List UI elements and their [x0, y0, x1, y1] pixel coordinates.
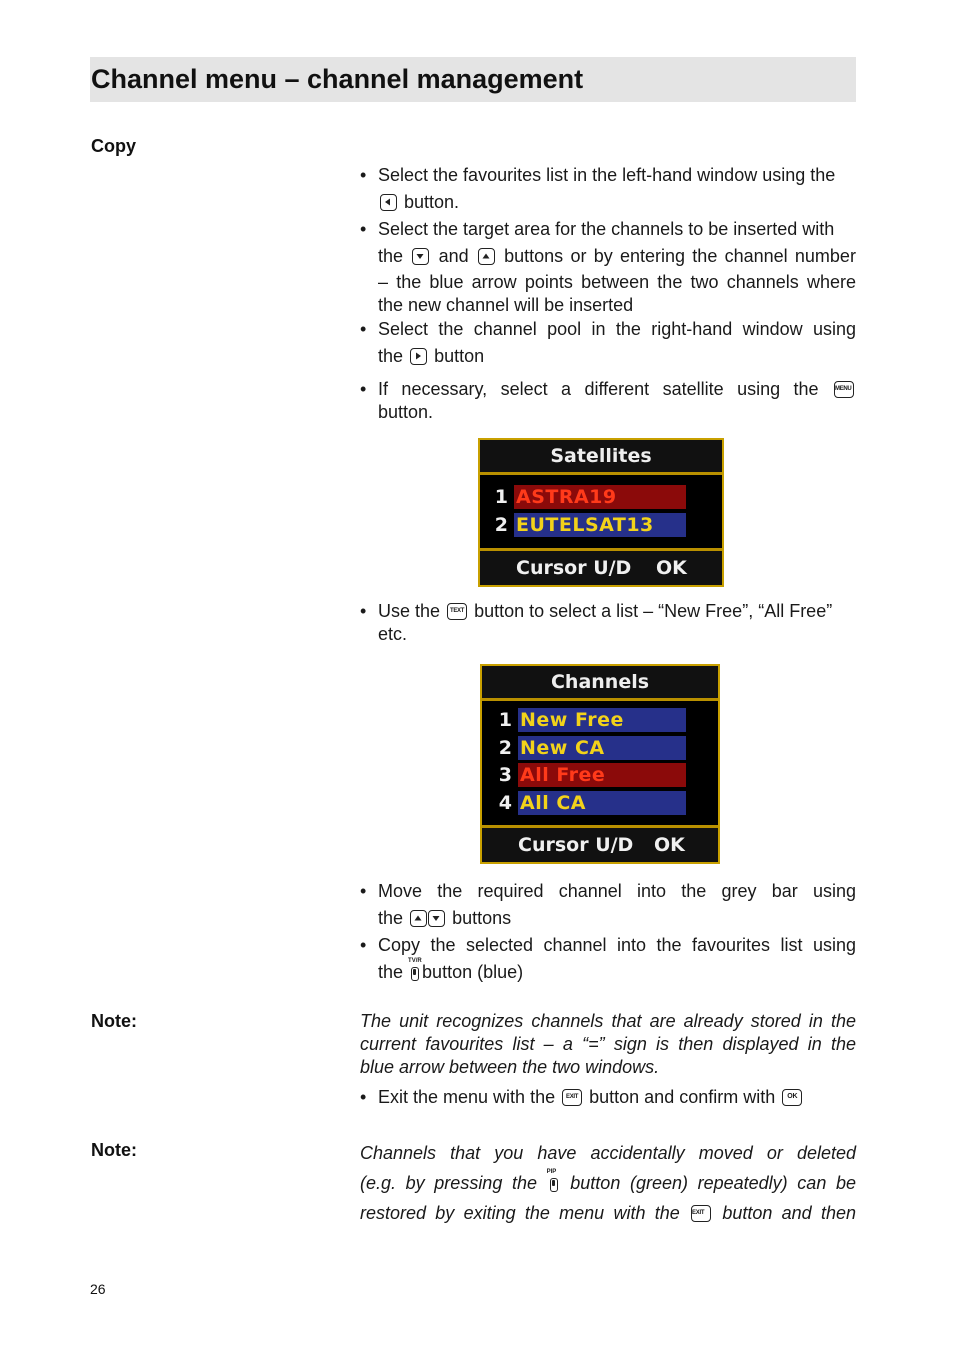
- bullet-text: and: [438, 246, 469, 266]
- bullet-dot: •: [360, 165, 367, 185]
- bullet-text: the new channel will be inserted: [378, 295, 634, 315]
- title-bar: [90, 57, 856, 102]
- bullet-dot: •: [360, 881, 367, 901]
- bullet-copy-channel: [360, 934, 856, 987]
- page-number: 26: [90, 1281, 106, 1297]
- bullet-text: – the blue arrow points between the two channels where: [378, 272, 856, 292]
- bullet-text: the: [378, 246, 404, 266]
- satellites-osd-title: Satellites: [480, 440, 722, 475]
- pip-button-icon: PIP: [549, 1171, 559, 1193]
- bullet-select-favourites: [360, 164, 856, 217]
- bullet-dot: •: [360, 219, 367, 239]
- down-arrow-button-icon: [428, 910, 445, 927]
- bullet-select-target: [360, 218, 856, 317]
- bullet-text: button to select a list – “New Free”, “All Free”: [474, 601, 833, 621]
- text-button-icon: TEXT: [447, 603, 467, 620]
- bullet-text: the: [378, 346, 404, 366]
- bullet-text: Exit the menu with the: [378, 1087, 556, 1107]
- bullet-select-pool: [360, 318, 856, 371]
- note-label: Note:: [91, 1011, 137, 1031]
- ok-button-icon: OK: [782, 1089, 802, 1106]
- note-text-restore-channels: Channels that you have accidentally moved or deleted (e.g. by pressing the PIP button (green) repeatedly) can be restored by exiting the menu with the EXIT button and then: [360, 1143, 856, 1223]
- channels-osd-title: Channels: [482, 666, 718, 701]
- bullet-text: Select the channel pool in the right-hand window using: [378, 319, 856, 339]
- bullet-text: button.: [404, 192, 460, 212]
- bullet-dot: •: [360, 319, 367, 339]
- bullet-text: etc.: [378, 624, 408, 644]
- exit-button-icon: EXIT: [562, 1089, 582, 1106]
- bullet-text: button and confirm with: [589, 1087, 776, 1107]
- bullet-text: the: [378, 908, 404, 928]
- note-text-existing-channels: The unit recognizes channels that are already stored in the current favourites list – a “=” sign is then displayed in the blue arrow between the two windows.: [360, 1011, 856, 1077]
- page-title: Channel menu – channel management: [91, 64, 584, 94]
- bullet-dot: •: [360, 601, 367, 621]
- bullet-text: Use the: [378, 601, 441, 621]
- tv-radio-button-icon: TV/R: [410, 960, 420, 982]
- down-arrow-button-icon: [412, 248, 429, 265]
- bullet-select-list: [360, 600, 856, 646]
- left-arrow-button-icon: [380, 194, 397, 211]
- bullet-exit-menu: [360, 1086, 856, 1109]
- bullet-dot: •: [360, 1087, 367, 1107]
- bullet-text: Copy the selected channel into the favourites list using: [378, 935, 856, 955]
- bullet-text: button (blue): [422, 962, 524, 982]
- satellites-osd-footer: Cursor U/D OK: [480, 548, 722, 585]
- up-arrow-button-icon: [478, 248, 495, 265]
- note-label: Note:: [91, 1140, 137, 1160]
- channels-osd-footer: Cursor U/D OK: [482, 825, 718, 862]
- exit-button-icon: EXIT: [691, 1205, 711, 1222]
- bullet-text: Select the favourites list in the left-hand window using the: [378, 165, 836, 185]
- up-arrow-button-icon: [410, 910, 427, 927]
- section-label-copy: Copy: [91, 136, 136, 156]
- channels-osd: Channels 1 New Free 2 New CA 3 All Free 4 All CA Cursor U/D OK: [480, 664, 720, 864]
- bullet-move-channel: [360, 880, 856, 933]
- right-arrow-button-icon: [410, 348, 427, 365]
- bullet-dot: •: [360, 935, 367, 955]
- bullet-text: Move the required channel into the grey bar using: [378, 881, 856, 901]
- bullet-dot: •: [360, 379, 367, 399]
- bullet-text: button.: [378, 402, 434, 422]
- menu-button-icon: MENU: [834, 381, 854, 398]
- bullet-text: If necessary, select a different satellite using the: [378, 379, 819, 399]
- bullet-text: buttons: [452, 908, 512, 928]
- bullet-text: buttons or by entering the channel number: [504, 246, 856, 266]
- bullet-select-satellite: [360, 378, 856, 424]
- bullet-text: Select the target area for the channels to be inserted with: [378, 219, 835, 239]
- bullet-text: button: [434, 346, 485, 366]
- satellites-osd: Satellites 1 ASTRA19 2 EUTELSAT13 Cursor U/D OK: [478, 438, 724, 587]
- bullet-text: the: [378, 962, 404, 982]
